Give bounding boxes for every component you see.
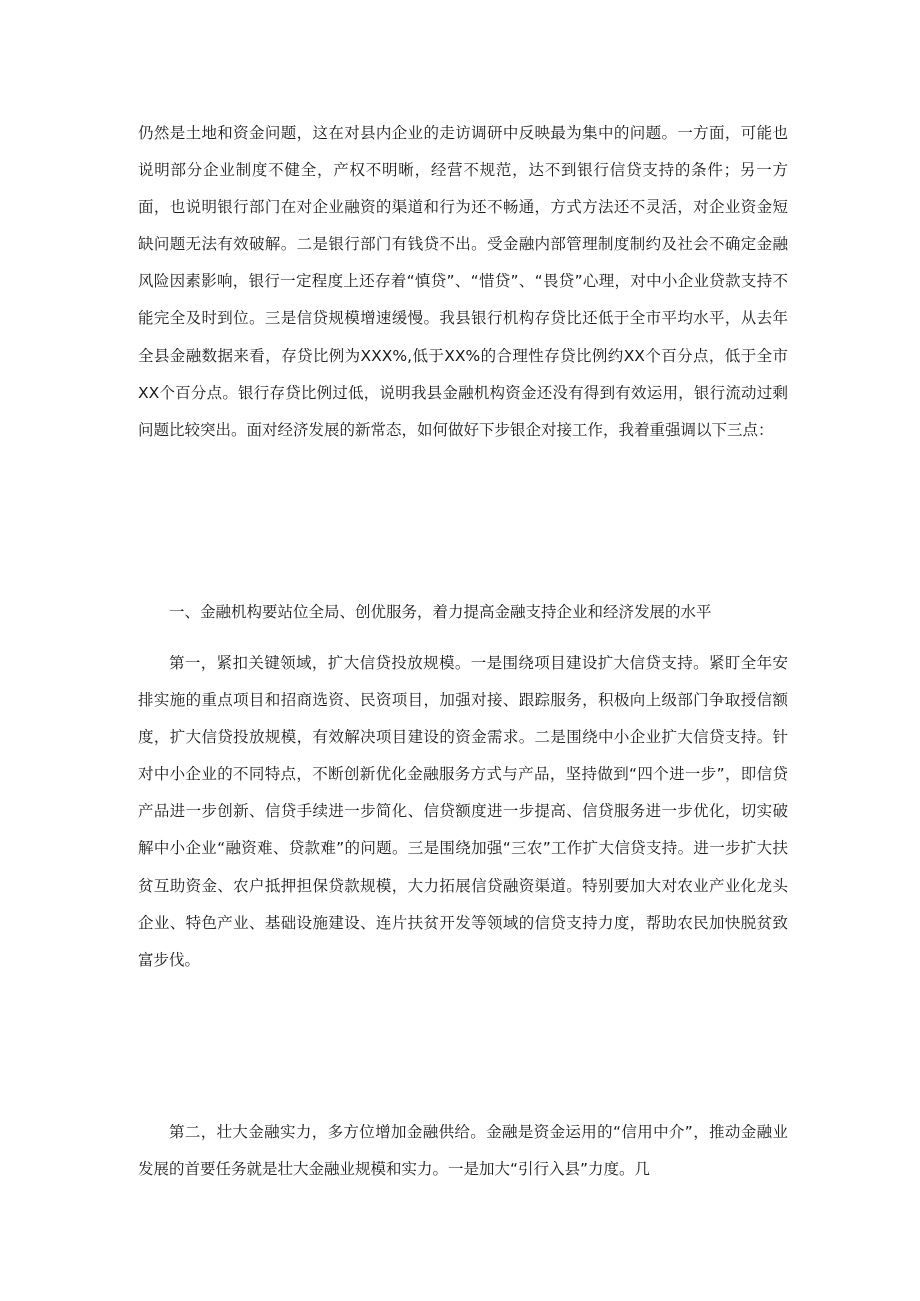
section-heading-1 (138, 594, 788, 631)
paragraph-text: 第一，紧扣关键领域，扩大信贷投放规模。一是围绕项目建设扩大信贷支持。紧盯全年安排实施的重点项目和招商选资、民资项目，加强对接、跟踪服务，积极向上级部门争取授信额度，扩大信贷投放规模，有效解决项目建设的资金需求。二是围绕中小企业扩大信贷支持。针对中小企业的不同特点，不断创新优化金融服务方式与产品，坚持做到“四个进一步”，即信贷产品进一步创新、信贷手续进一步简化、信贷额度进一步提高、信贷服务进一步优化，切实破解中小企业“融资难、贷款难”的问题。三是围绕加强“三农”工作扩大信贷支持。进一步扩大扶贫互助资金、农户抵押担保贷款规模，大力拓展信贷融资渠道。特别要加大对农业产业化龙头企业、特色产业、基础设施建设、连片扶贫开发等领域的信贷支持力度，帮助农民加快脱贫致富步伐。 (138, 654, 788, 969)
paragraph-text: 第二，壮大金融实力，多方位增加金融供给。金融是资金运用的“信用中介”，推动金融业发展的首要任务就是壮大金融业规模和实力。一是加大“引行入县”力度。几 (138, 1123, 788, 1179)
paragraph-text: 仍然是土地和资金问题，这在对县内企业的走访调研中反映最为集中的问题。一方面，可能也说明部分企业制度不健全，产权不明晰，经营不规范，达不到银行信贷支持的条件；另一方面，也说明银行部门在对企业融资的渠道和行为还不畅通，方式方法还不灵活，对企业资金短缺问题无法有效破解。二是银行部门有钱贷不出。受金融内部管理制度制约及社会不确定金融风险因素影响，银行一定程度上还存着“慎贷”、“惜贷”、“畏贷”心理，对中小企业贷款支持不能完全及时到位。三是信贷规模增速缓慢。我县银行机构存贷比还低于全市平均水平，从去年全县金融数据来看，存贷比例为XXX%,低于XX%的合理性存贷比例约XX个百分点，低于全市XX个百分点。银行存贷比例过低，说明我县金融机构资金还没有得到有效运用，银行流动过剩问题比较突出。面对经济发展的新常态，如何做好下步银企对接工作，我着重强调以下三点： (138, 124, 788, 439)
body-paragraph-3 (138, 1114, 788, 1188)
body-paragraph-2 (138, 645, 788, 979)
body-paragraph-1 (138, 115, 788, 449)
heading-text: 一、金融机构要站位全局、创优服务，着力提高金融支持企业和经济发展的水平 (169, 603, 712, 621)
